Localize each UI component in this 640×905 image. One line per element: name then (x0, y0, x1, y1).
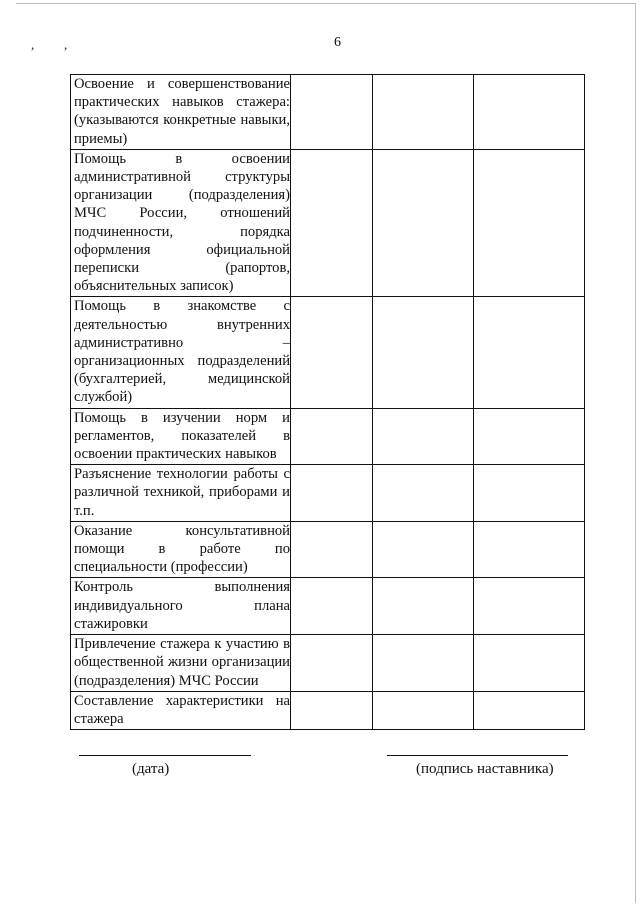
empty-cell (291, 75, 373, 150)
task-text: Привлечение стажера к участию в общественной жизни организации (подразделения) МЧС России (74, 636, 290, 689)
empty-cell (474, 635, 585, 692)
task-cell (71, 297, 291, 408)
task-text: Помощь в освоении административной структуры организации (подразделения) МЧС России, отношений подчиненности, порядка оформления официальной переписки (рапортов, объяснительных записок) (74, 150, 290, 295)
empty-cell (291, 578, 373, 635)
task-cell (71, 635, 291, 692)
task-text: Разъяснение технологии работы с различной техникой, приборами и т.п. (74, 466, 290, 519)
mentoring-plan-table (70, 74, 585, 730)
task-cell (71, 465, 291, 522)
empty-cell (474, 691, 585, 729)
task-text: Помощь в изучении норм и регламентов, показателей в освоении практических навыков (74, 409, 290, 463)
table-row (71, 521, 585, 578)
task-cell (71, 149, 291, 297)
task-text: Составление характеристики на стажера (74, 692, 290, 727)
table-row (71, 75, 585, 150)
empty-cell (373, 578, 474, 635)
date-signature-line (79, 755, 251, 756)
task-text: Оказание консультативной помощи в работе по специальности (профессии) (74, 522, 290, 576)
empty-cell (373, 297, 474, 408)
empty-cell (373, 75, 474, 150)
empty-cell (474, 578, 585, 635)
scan-mark: , (31, 37, 35, 52)
scan-mark: , (64, 37, 68, 52)
empty-cell (291, 521, 373, 578)
task-cell (71, 521, 291, 578)
empty-cell (373, 635, 474, 692)
table-row (71, 297, 585, 408)
empty-cell (474, 465, 585, 522)
empty-cell (291, 465, 373, 522)
table-row (71, 578, 585, 635)
empty-cell (291, 691, 373, 729)
task-cell (71, 75, 291, 150)
empty-cell (291, 297, 373, 408)
date-label: (дата) (132, 761, 170, 777)
task-cell (71, 408, 291, 465)
table-row (71, 149, 585, 297)
task-cell (71, 691, 291, 729)
table-row (71, 635, 585, 692)
empty-cell (373, 465, 474, 522)
table-row (71, 691, 585, 729)
empty-cell (291, 635, 373, 692)
mentor-signature-line (387, 755, 568, 756)
page-frame-right-edge (635, 3, 636, 903)
page-number: 6 (334, 35, 341, 50)
empty-cell (373, 521, 474, 578)
task-cell (71, 578, 291, 635)
empty-cell (373, 149, 474, 297)
empty-cell (373, 408, 474, 465)
task-text: Помощь в знакомстве с деятельностью внутренних административно – организационных подразделений (бухгалтерией, медицинской службой) (74, 298, 290, 406)
empty-cell (373, 691, 474, 729)
empty-cell (474, 521, 585, 578)
task-text: Контроль выполнения индивидуального плана стажировки (74, 579, 290, 632)
empty-cell (474, 297, 585, 408)
empty-cell (291, 149, 373, 297)
table-row (71, 465, 585, 522)
mentor-signature-label: (подпись наставника) (416, 761, 554, 777)
page-frame-top-edge (16, 3, 636, 4)
empty-cell (474, 408, 585, 465)
table-row (71, 408, 585, 465)
empty-cell (474, 149, 585, 297)
empty-cell (291, 408, 373, 465)
empty-cell (474, 75, 585, 150)
task-text: Освоение и совершенствование практических навыков стажера: (указываются конкретные навыки, приемы) (74, 76, 290, 147)
